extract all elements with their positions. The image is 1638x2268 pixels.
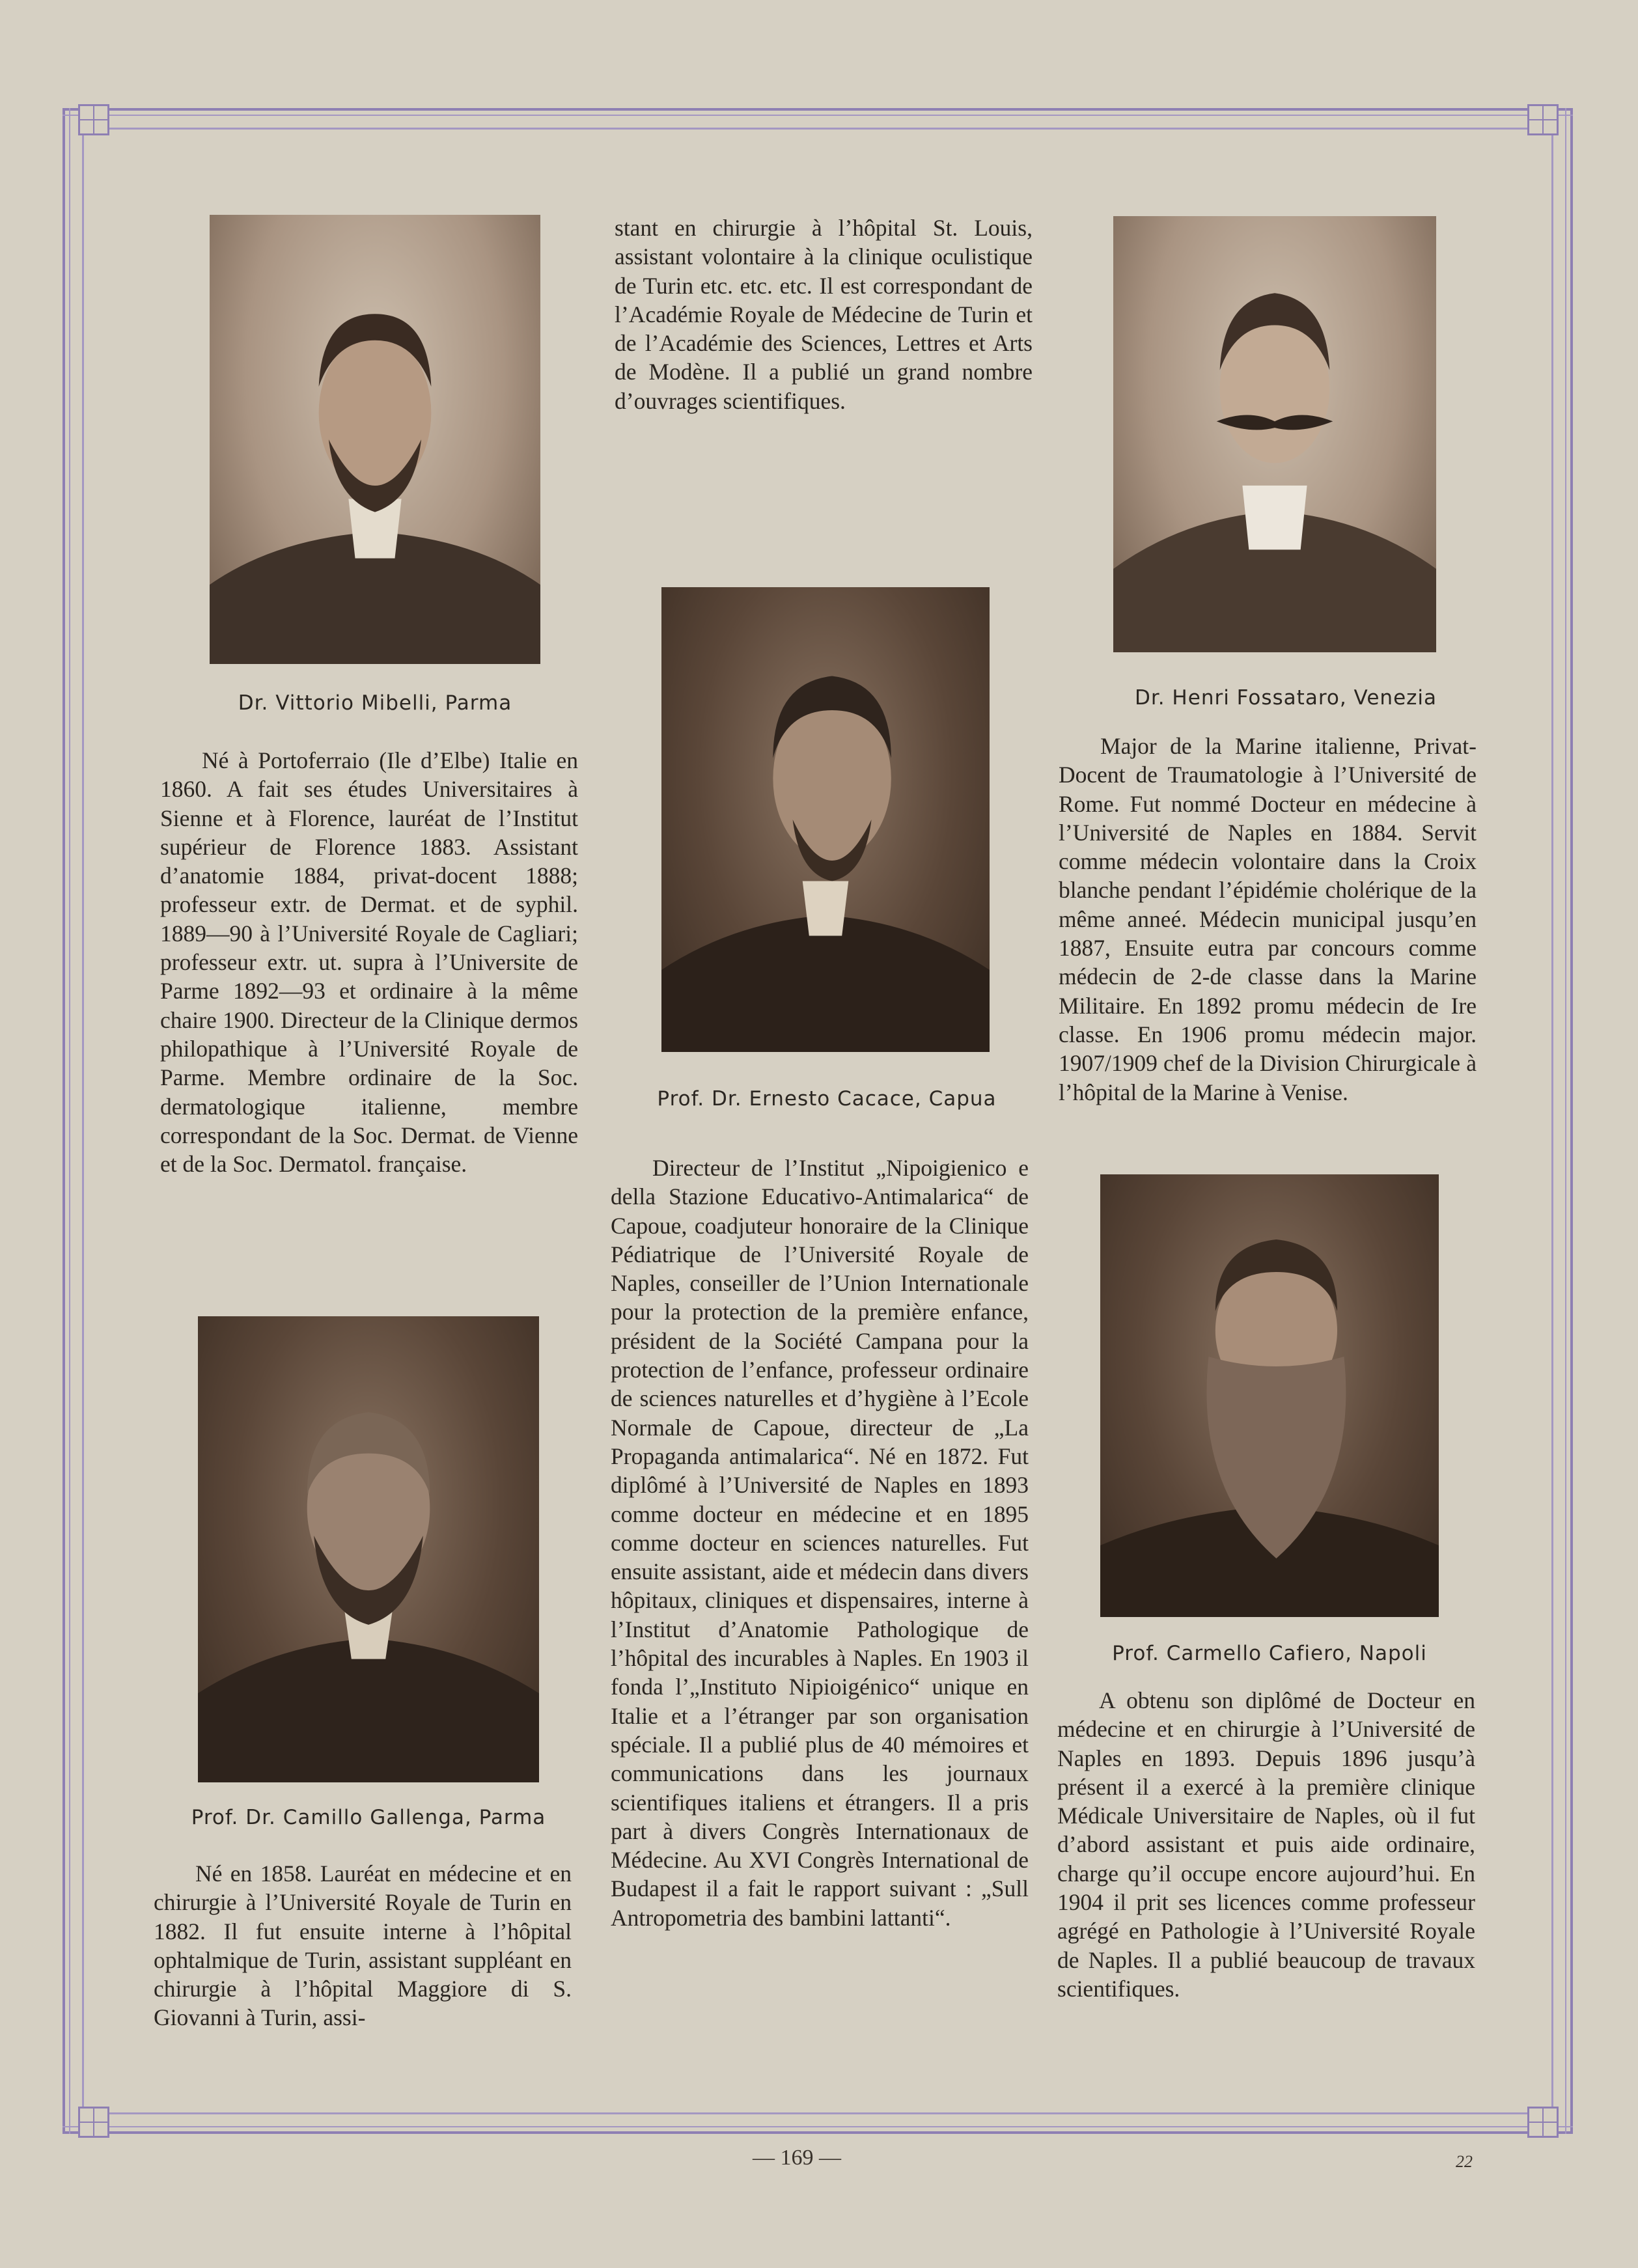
corner-ornament-top-left bbox=[78, 104, 109, 135]
bio-mibelli: Né à Portoferraio (Ile d’Elbe) Italie en 1860. A fait ses études Universitaires à Sienne et à Florence, lauréat de l’Institut supérieur de Florence 1883. Assistant d’anatomie 1884, privat-docent 1888; professeur extr. de Dermat. et de syphil. 1889—90 à l’Université Royale de Cagliari; professeur extr. ut. supra à l’Universite de Parme 1892—93 et ordinaire à la même chaire 1900. Directeur de la Clinique dermos philopathique à l’Université Royale de Parme. Membre ordinaire de la Soc. dermatologique italienne, membre correspondant de la Soc. Dermat. de Vienne et de la Soc. Dermatol. française. bbox=[160, 747, 578, 1178]
signature-mark: 22 bbox=[1456, 2152, 1473, 2171]
portrait-fossataro-figure bbox=[1113, 216, 1436, 652]
bio-gallenga: Né en 1858. Lauréat en médecine et en chirurgie à l’Université Royale de Turin en 1882. Il fut ensuite interne à l’hôpital ophtalmique de Turin, assistant suppléant en chirurgie à l’hôpital Maggiore di S. Giovanni à Turin, assi- bbox=[154, 1860, 572, 2031]
bio-gallenga-continued: stant en chirurgie à l’hôpital St. Louis, assistant volontaire à la clinique oculistique de Turin etc. etc. etc. Il est correspondant de l’Académie Royale de Médecine de Turin et de l’Académie des Sciences, Lettres et Arts de Modène. Il a publié un grand nombre d’ouvrages scientifiques. bbox=[615, 215, 1033, 414]
border-rule-top bbox=[62, 115, 1573, 116]
caption-cacace: Prof. Dr. Ernesto Cacace, Capua bbox=[657, 1087, 997, 1111]
caption-fossataro: Dr. Henri Fossataro, Venezia bbox=[1134, 686, 1437, 710]
portrait-cacace bbox=[661, 587, 990, 1052]
corner-ornament-top-right bbox=[1527, 104, 1559, 135]
portrait-cafiero bbox=[1100, 1174, 1439, 1617]
caption-gallenga: Prof. Dr. Camillo Gallenga, Parma bbox=[191, 1806, 546, 1829]
corner-ornament-bottom-left bbox=[78, 2107, 109, 2138]
portrait-cacace-figure bbox=[661, 587, 990, 1052]
page-number: — 169 — bbox=[753, 2146, 841, 2170]
bio-cacace: Directeur de l’Institut „Nipoigienico e della Stazione Educativo-Antimalarica“ de Capoue, coadjuteur honoraire de la Clinique Pédiatrique de l’Université Royale de Naples, conseiller de l’Union Internationale pour la protection de la première enfance, président de la Société Campana pour la protection de l’enfance, professeur ordinaire de sciences naturelles et d’hygiène à l’Ecole Normale de Capoue, directeur de „La Propaganda antimalarica“. Né en 1872. Fut diplômé à l’Université de Naples en 1893 comme docteur en médecine et en 1895 comme docteur en sciences naturelles. Fut ensuite assistant, aide et médecin dans divers hôpitaux, cliniques et dispensaires, interne à l’Institut d’Anatomie Pathologique de l’hôpital des incurables à Naples. En 1903 il fonda l’„Instituto Nipioigénico“ unique en Italie et a l’étranger par son organisation spéciale. Il a publié plus de 40 mémoires et communications dans les journaux scientifiques italiens et étrangers. Il a pris part à divers Congrès Internationaux de Médecine. Au XVI Congrès International de Budapest il a fait le rapport suivant : „Sull Antropometria des bambini lattanti“. bbox=[611, 1155, 1029, 1931]
corner-ornament-bottom-right bbox=[1527, 2107, 1559, 2138]
border-rule-bottom bbox=[62, 2126, 1573, 2127]
caption-mibelli: Dr. Vittorio Mibelli, Parma bbox=[238, 691, 512, 715]
portrait-fossataro bbox=[1113, 216, 1436, 652]
caption-cafiero: Prof. Carmello Cafiero, Napoli bbox=[1112, 1642, 1427, 1665]
border-rule-left bbox=[69, 108, 70, 2134]
portrait-gallenga-figure bbox=[198, 1316, 539, 1782]
portrait-mibelli bbox=[210, 215, 540, 664]
bio-fossataro: Major de la Marine italienne, Privat-Docent de Traumatologie à l’Université de Rome. Fut nommé Docteur en médecine à l’Université de Naples en 1884. Servit comme médecin volontaire dans la Croix blanche pendant l’épidémie cholérique de la même anneé. Médecin municipal jusqu’en 1887, Ensuite eutra par concours comme médecin de 2-de classe dans la Marine Militaire. En 1892 promu médecin de Ire classe. En 1906 promu médecin major. 1907/1909 chef de la Division Chirurgicale à l’hôpital de la Marine à Venise. bbox=[1059, 733, 1477, 1105]
portrait-mibelli-figure bbox=[210, 215, 540, 664]
border-rule-right bbox=[1565, 108, 1566, 2134]
portrait-cafiero-figure bbox=[1100, 1174, 1439, 1617]
bio-cafiero: A obtenu son diplômé de Docteur en médecine et en chirurgie à l’Université de Naples en 1893. Depuis 1896 jusqu’à présent il a exercé à la première clinique Médicale Universitaire de Naples, où il fut d’abord assistant et puis aide ordinaire, charge qu’il occupe encore aujourd’hui. En 1904 il prit ses licences comme professeur agrégé en Pathologie à l’Université Royale de Naples. Il a publié beaucoup de travaux scientifiques. bbox=[1057, 1687, 1475, 2002]
portrait-gallenga bbox=[198, 1316, 539, 1782]
